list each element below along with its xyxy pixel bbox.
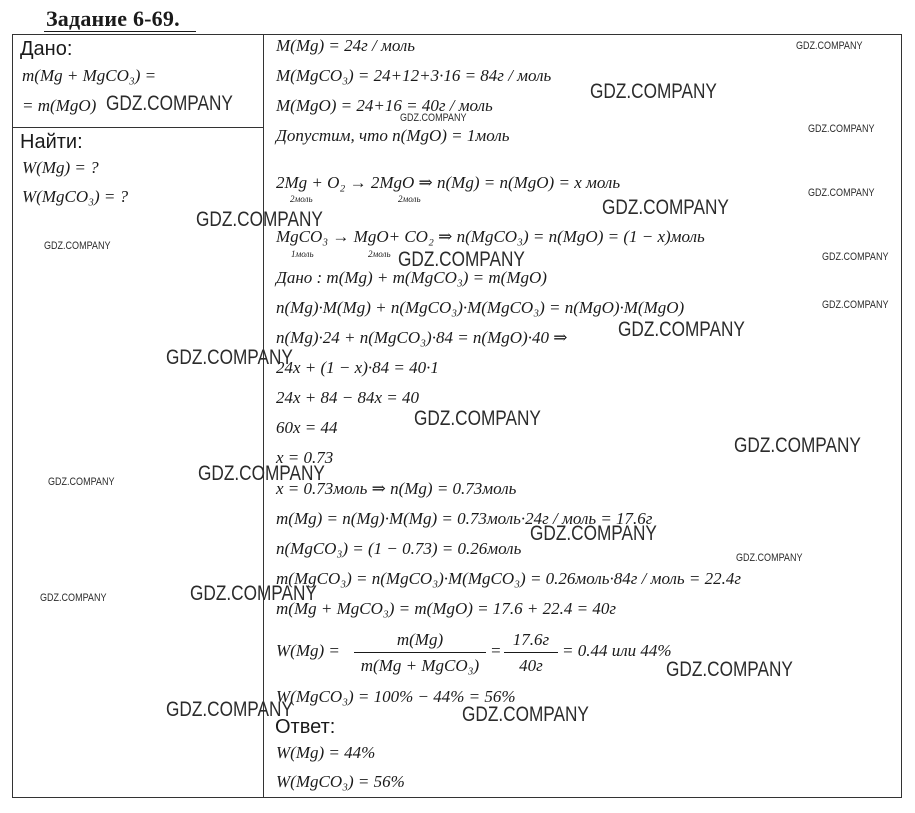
given-line-2: = m(MgO)	[22, 96, 97, 115]
solution-line: 24x + 84 − 84x = 40	[276, 388, 420, 407]
answer-line-1: W(Mg) = 44%	[276, 743, 376, 762]
solution-line: 24x + (1 − x)·84 = 40·1	[276, 358, 439, 377]
watermark: GDZ.COMPANY	[602, 196, 729, 219]
solution-line: n(MgCO₃) = (1 − 0.73) = 0.26моль	[276, 539, 522, 558]
watermark: GDZ.COMPANY	[196, 208, 323, 231]
watermark: GDZ.COMPANY	[198, 462, 325, 485]
watermark: GDZ.COMPANY	[590, 80, 717, 103]
watermark: GDZ.COMPANY	[48, 476, 115, 488]
fraction-bar	[354, 652, 486, 653]
answer-line-2: W(MgCO₃) = 56%	[276, 772, 405, 791]
solution-line: m(MgCO₃) = n(MgCO₃)·M(MgCO₃) = 0.26моль·84г / моль = 22.4г	[276, 569, 742, 588]
watermark: GDZ.COMPANY	[734, 434, 861, 457]
given-find-divider	[12, 127, 263, 128]
fraction-bar	[504, 652, 558, 653]
find-heading: Найти:	[20, 131, 83, 153]
fraction-denominator: m(Mg + MgCO₃)	[360, 656, 480, 675]
find-line-1: W(Mg) = ?	[22, 158, 99, 177]
solution-line: M(MgCO₃) = 24+12+3·16 = 84г / моль	[276, 66, 552, 85]
fraction-numerator: 17.6г	[512, 630, 550, 649]
watermark: GDZ.COMPANY	[808, 123, 875, 135]
watermark: GDZ.COMPANY	[822, 251, 889, 263]
given-heading: Дано:	[20, 38, 73, 60]
solution-line: m(Mg) = n(Mg)·M(Mg) = 0.73моль·24г / моль = 17.6г	[276, 509, 653, 528]
answer-heading: Ответ:	[275, 716, 336, 738]
fraction-equals: =	[490, 641, 502, 660]
column-divider	[263, 34, 264, 798]
watermark: GDZ.COMPANY	[530, 522, 657, 545]
watermark: GDZ.COMPANY	[40, 592, 107, 604]
solution-line: MgCO₃ → MgO+ CO₂ ⇒ n(MgCO₃) = n(MgO) = (1 − x)моль	[276, 227, 705, 246]
watermark: GDZ.COMPANY	[398, 248, 525, 271]
task-title: Задание 6-69.	[46, 6, 180, 31]
solution-line: n(Mg)·M(Mg) + n(MgCO₃)·M(MgCO₃) = n(MgO)·M(MgO)	[276, 298, 685, 317]
under-label: 2моль	[368, 249, 391, 259]
under-label: 1моль	[291, 249, 314, 259]
watermark: GDZ.COMPANY	[106, 92, 233, 115]
watermark: GDZ.COMPANY	[44, 240, 111, 252]
solution-line: M(MgO) = 24+16 = 40г / моль	[276, 96, 493, 115]
watermark: GDZ.COMPANY	[462, 703, 589, 726]
watermark: GDZ.COMPANY	[796, 40, 863, 52]
fraction-numerator: m(Mg)	[396, 630, 444, 649]
solution-line: Допустим, что n(MgO) = 1моль	[276, 126, 510, 145]
solution-line: m(Mg + MgCO₃) = m(MgO) = 17.6 + 22.4 = 40г	[276, 599, 616, 618]
given-line-1: m(Mg + MgCO₃) =	[22, 66, 157, 85]
under-label: 2моль	[398, 194, 421, 204]
under-label: 2моль	[290, 194, 313, 204]
watermark: GDZ.COMPANY	[166, 346, 293, 369]
watermark: GDZ.COMPANY	[736, 552, 803, 564]
watermark: GDZ.COMPANY	[618, 318, 745, 341]
solution-line: Дано : m(Mg) + m(MgCO₃) = m(MgO)	[276, 268, 547, 287]
fraction-denominator: 40г	[519, 656, 543, 675]
watermark: GDZ.COMPANY	[822, 299, 889, 311]
watermark: GDZ.COMPANY	[400, 112, 467, 124]
fraction-lhs: W(Mg) =	[276, 641, 340, 660]
solution-line: n(Mg)·24 + n(MgCO₃)·84 = n(MgO)·40 ⇒	[276, 328, 568, 347]
watermark: GDZ.COMPANY	[414, 407, 541, 430]
solution-line: W(MgCO₃) = 100% − 44% = 56%	[276, 687, 516, 706]
solution-line: x = 0.73	[276, 448, 334, 467]
watermark: GDZ.COMPANY	[190, 582, 317, 605]
watermark: GDZ.COMPANY	[808, 187, 875, 199]
solution-line: M(Mg) = 24г / моль	[276, 36, 416, 55]
solution-line: x = 0.73моль ⇒ n(Mg) = 0.73моль	[276, 479, 517, 498]
find-line-2: W(MgCO₃) = ?	[22, 187, 129, 206]
watermark: GDZ.COMPANY	[166, 698, 293, 721]
fraction-result: = 0.44 или 44%	[562, 641, 672, 660]
watermark: GDZ.COMPANY	[666, 658, 793, 681]
solution-line: 60x = 44	[276, 418, 338, 437]
title-underline	[44, 31, 196, 32]
solution-line: 2Mg + O₂ → 2MgO ⇒ n(Mg) = n(MgO) = x моль	[276, 173, 621, 192]
